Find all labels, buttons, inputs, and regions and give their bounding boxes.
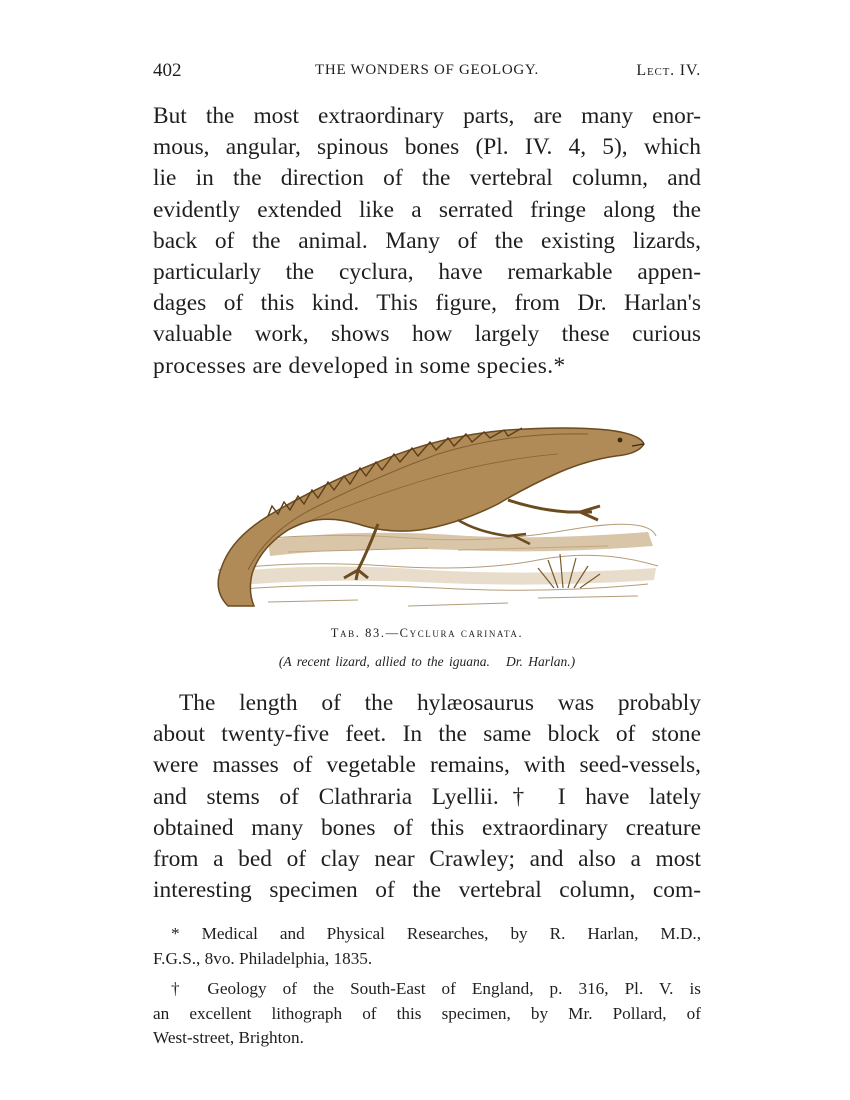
figure-caption-subtitle bbox=[153, 654, 701, 670]
text-line: mous, angular, spinous bones (Pl. IV. 4, 5), which bbox=[153, 134, 701, 161]
text-line: dages of this kind. This figure, from Dr. Harlan's bbox=[153, 290, 701, 317]
text-line: processes are developed in some species.* bbox=[153, 352, 566, 379]
running-title: THE WONDERS OF GEOLOGY. bbox=[315, 62, 539, 78]
footnote-dagger bbox=[153, 977, 701, 1051]
footnotes bbox=[153, 922, 701, 1051]
running-head bbox=[153, 60, 701, 84]
footnote-line: F.G.S., 8vo. Philadelphia, 1835. bbox=[153, 948, 373, 968]
text-line: valuable work, shows how largely these curious bbox=[153, 321, 701, 348]
text-line: about twenty-five feet. In the same block of stone bbox=[153, 721, 701, 748]
footnote-line: † Geology of the South-East of England, p. 316, Pl. V. is bbox=[171, 979, 701, 999]
footnote-line: an excellent lithograph of this specimen, by Mr. Pollard, of bbox=[153, 1003, 701, 1023]
footnote-line: West-street, Brighton. bbox=[153, 1028, 304, 1048]
text-line: interesting specimen of the vertebral column, com- bbox=[153, 877, 701, 904]
text-line: back of the animal. Many of the existing lizards, bbox=[153, 227, 701, 254]
text-line: particularly the cyclura, have remarkable appen- bbox=[153, 258, 701, 285]
caption-author: Dr. Harlan.) bbox=[505, 654, 576, 669]
ground-shadow bbox=[226, 532, 656, 586]
page-number: 402 bbox=[153, 60, 182, 81]
figure-caption-title: Tab. 83.—Cyclura carinata. bbox=[330, 626, 524, 640]
text-line: lie in the direction of the vertebral column, and bbox=[153, 165, 701, 192]
caption-description: (A recent lizard, allied to the iguana. bbox=[278, 654, 490, 669]
text-line: The length of the hylæosaurus was probably bbox=[179, 690, 701, 716]
text-line: and stems of Clathraria Lyellii.† I have lately bbox=[153, 783, 701, 810]
text-line: But the most extraordinary parts, are many enor- bbox=[153, 103, 701, 129]
text-line: evidently extended like a serrated fringe along the bbox=[153, 196, 701, 223]
text-line: from a bed of clay near Crawley; and also a most bbox=[153, 845, 701, 872]
paragraph-spinous-bones bbox=[153, 101, 701, 382]
lizard-engraving-illustration bbox=[208, 420, 660, 620]
text-line: obtained many bones of this extraordinary creature bbox=[153, 814, 701, 841]
footnote-asterisk bbox=[153, 922, 701, 971]
text-line: were masses of vegetable remains, with seed-vessels, bbox=[153, 752, 701, 779]
paragraph-hylaeosaurus-length bbox=[153, 688, 701, 906]
footnote-line: * Medical and Physical Researches, by R. Harlan, M.D., bbox=[171, 924, 701, 943]
lecture-reference: Lect. IV. bbox=[636, 62, 701, 79]
